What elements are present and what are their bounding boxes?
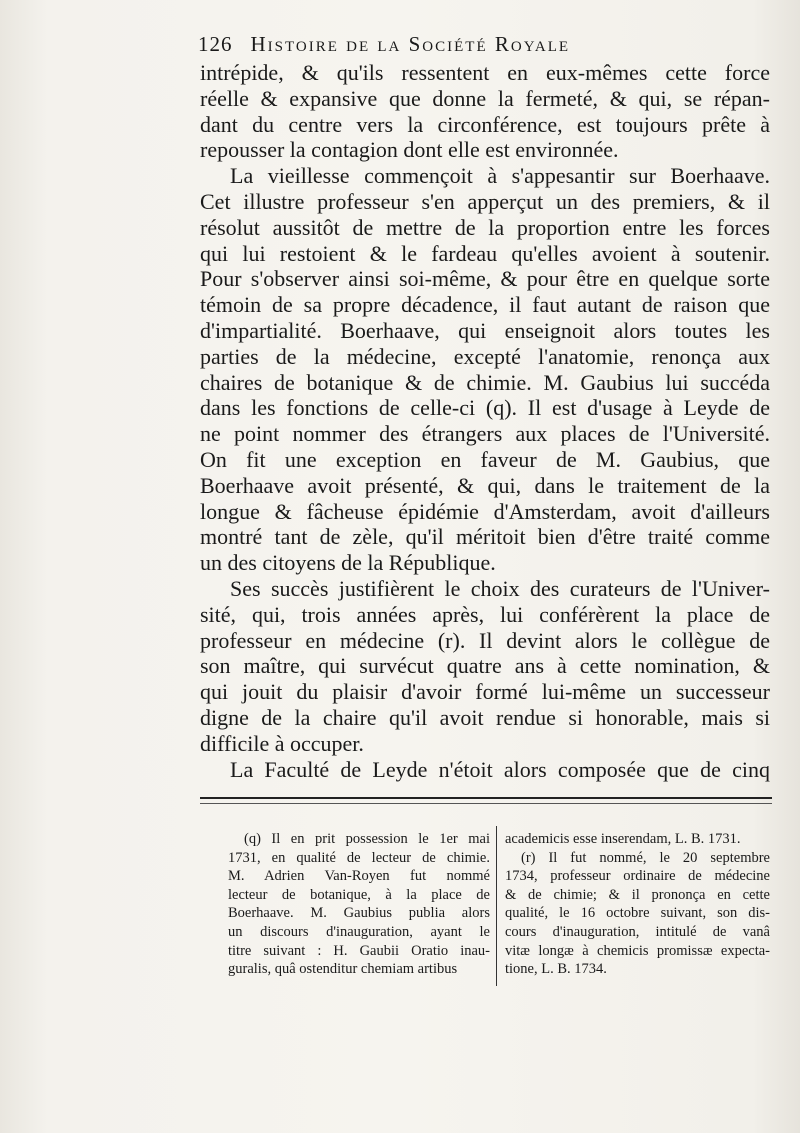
footnote-line: tione, L. B. 1734. (505, 961, 607, 978)
footnote-line: lecteur de botanique, à la place de (228, 886, 490, 903)
text-line: repousser la contagion dont elle est environnée. (200, 137, 619, 163)
text-line: ne point nommer des étrangers aux places de l'Université. (200, 421, 770, 447)
footnote-rule (200, 797, 772, 799)
footnote-line: (r) Il fut nommé, le 20 septembre (521, 849, 770, 866)
running-title: Histoire de la Société Royale (250, 32, 571, 56)
text-line: qui jouit du plaisir d'avoir formé lui-même un successeur (200, 679, 770, 705)
main-text (200, 60, 770, 782)
text-line: Pour s'observer ainsi soi-même, & pour être en quelque sorte (200, 266, 770, 292)
text-line: La Faculté de Leyde n'étoit alors composée que de cinq (230, 756, 770, 782)
running-header (198, 32, 768, 62)
text-line: Boerhaave avoit présenté, & qui, dans le traitement de la (200, 472, 770, 498)
text-line: qui lui restoient & le fardeau qu'elles avoient à soutenir. (200, 240, 770, 266)
footnote-line: qualité, le 16 octobre suivant, son dis- (505, 905, 770, 922)
text-line: dant du centre vers la circonférence, est toujours prête à (200, 111, 770, 137)
text-line: son maître, qui survécut quatre ans à cette nomination, & (200, 653, 770, 679)
footnote-line: titre suivant : H. Gaubii Oratio inau- (228, 942, 490, 959)
footnote-line: (q) Il en prit possession le 1er mai (244, 831, 490, 847)
text-line: Cet illustre professeur s'en apperçut un des premiers, & il (200, 188, 770, 214)
text-line: longue & fâcheuse épidémie d'Amsterdam, avoit d'ailleurs (200, 498, 770, 524)
footnote-line: cours d'inauguration, intitulé de vanâ (505, 923, 770, 940)
text-line: dans les fonctions de celle-ci (q). Il est d'usage à Leyde de (200, 395, 770, 421)
footnote-line: guralis, quâ ostenditur chemiam artibus (228, 961, 458, 978)
footnote-line: academicis esse inserendam, L. B. 1731. (505, 831, 741, 847)
text-line: On fit une exception en faveur de M. Gaubius, que (200, 446, 770, 472)
text-line: résolut aussitôt de mettre de la proportion entre les forces (200, 214, 770, 240)
text-line: un des citoyens de la République. (200, 550, 496, 576)
footnote-line: un discours d'inauguration, ayant le (228, 923, 490, 940)
footnote-rule-thin (200, 803, 772, 804)
text-line: témoin de sa propre décadence, il faut autant de raison que (200, 292, 770, 318)
text-line: La vieillesse commençoit à s'appesantir sur Boerhaave. (230, 163, 770, 189)
footnote-line: 1731, en qualité de lecteur de chimie. (228, 849, 490, 866)
footnote-line: vitæ longæ à chemicis promissæ expecta- (505, 942, 770, 959)
text-line: réelle & expansive que donne la fermeté, & qui, se répan- (200, 85, 770, 111)
page-number: 126 (198, 32, 233, 56)
footnote-line: 1734, professeur ordinaire de médecine (505, 868, 770, 885)
footnote-line: & de chimie; & il prononça en cette (505, 886, 770, 903)
text-line: difficile à occuper. (200, 730, 364, 756)
footnote-column-divider (496, 826, 497, 986)
footnote-column-right (505, 830, 770, 979)
text-line: Ses succès justifièrent le choix des curateurs de l'Univer- (230, 575, 770, 601)
text-line: chaires de botanique & de chimie. M. Gaubius lui succéda (200, 369, 770, 395)
text-line: montré tant de zèle, qu'il méritoit bien d'être traité comme (200, 524, 770, 550)
text-line: sité, qui, trois années après, lui conférèrent la place de (200, 601, 770, 627)
text-line: intrépide, & qu'ils ressentent en eux-mêmes cette force (200, 60, 770, 85)
footnote-line: Boerhaave. M. Gaubius publia alors (228, 905, 490, 922)
text-line: digne de la chaire qu'il avoit rendue si honorable, mais si (200, 704, 770, 730)
text-line: professeur en médecine (r). Il devint alors le collègue de (200, 627, 770, 653)
text-line: parties de la médecine, excepté l'anatomie, renonça aux (200, 343, 770, 369)
footnote-column-left (228, 830, 490, 979)
footnote-line: M. Adrien Van-Royen fut nommé (228, 868, 490, 885)
text-line: d'impartialité. Boerhaave, qui enseignoit alors toutes les (200, 317, 770, 343)
